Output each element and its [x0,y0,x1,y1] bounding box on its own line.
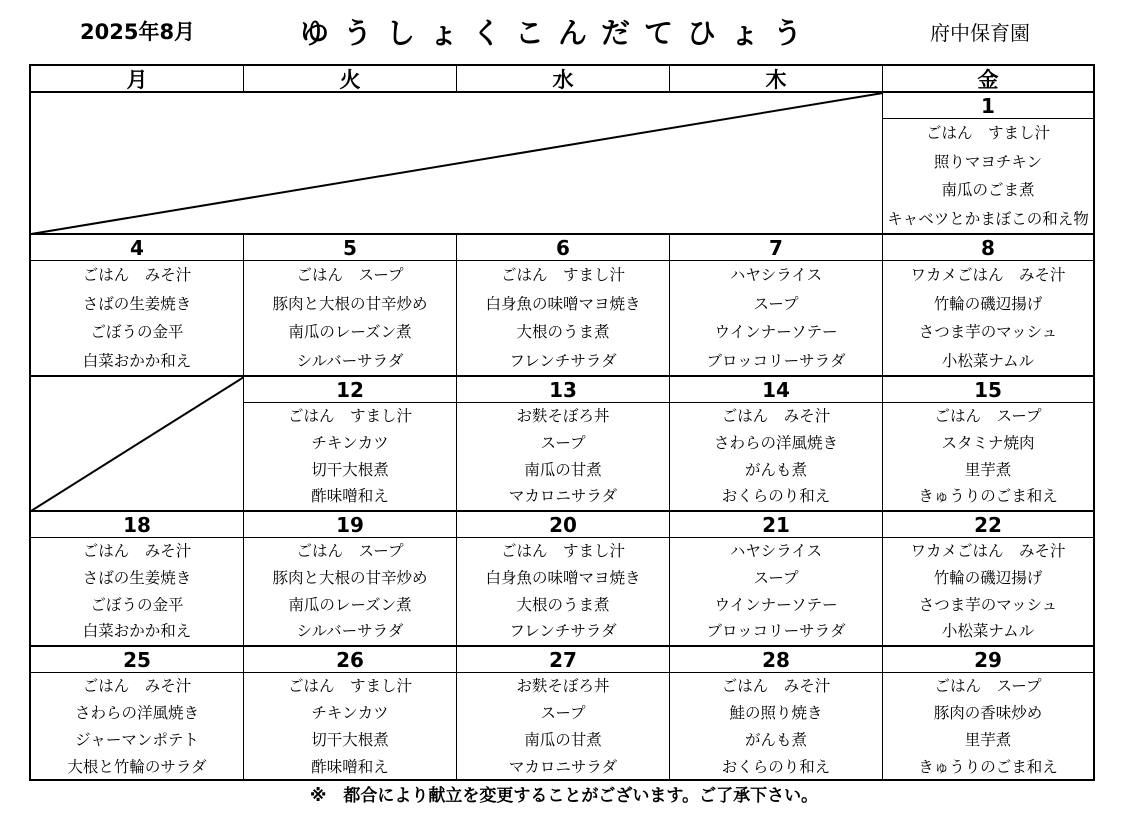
menu-item: キャベツとかまぼこの和え物 [887,209,1089,228]
menu-item: ウインナーソテー [714,595,838,614]
day-number: 18 [31,512,243,538]
menu-item: ごぼうの金平 [90,323,184,341]
menu-item: 豚肉と大根の甘辛炒め [272,294,428,313]
menu-list [244,403,456,510]
day-number: 4 [31,235,243,261]
menu-item: お麩そぼろ丼 [516,407,610,425]
menu-list [31,261,243,375]
day-cell [244,377,457,512]
day-number: 14 [670,377,882,403]
menu-item: 南瓜のごま煮 [941,181,1035,199]
menu-item: ハヤシライス [729,542,823,560]
page-title: ゆうしょくこんだてひょう [300,15,817,50]
day-cell [31,647,244,781]
menu-item: ブロッコリーサラダ [706,622,846,641]
menu-item: 白身魚の味噌マヨ焼き [485,294,641,313]
menu-item: 大根のうま煮 [516,323,610,341]
menu-item: ごはん みそ汁 [82,266,192,284]
day-number: 8 [883,235,1093,261]
footer-note: ※ 都合により献立を変更することがございます。ご了承下さい。 [309,786,819,806]
weekday-header: 木 [670,66,883,93]
menu-list [883,403,1093,510]
menu-item: マカロニサラダ [508,758,618,776]
month-label: 2025年8月 [80,20,196,44]
menu-item: 豚肉と大根の甘辛炒め [272,568,428,587]
menu-item: ごはん すまし汁 [287,677,412,695]
menu-item: 南瓜のレーズン煮 [288,323,412,341]
day-cell [31,235,244,377]
menu-item: ごぼうの金平 [90,595,184,614]
day-number: 1 [883,93,1093,119]
day-cell [457,377,670,512]
day-number: 29 [883,647,1093,673]
weekday-header: 月 [31,66,244,93]
day-number: 27 [457,647,669,673]
menu-item: 酢味噌和え [311,487,389,506]
menu-item: さばの生姜焼き [82,294,192,313]
day-cell [31,512,244,647]
menu-list [670,403,882,510]
menu-item: さわらの洋風焼き [713,433,838,452]
day-number: 22 [883,512,1093,538]
menu-item: スープ [540,704,586,722]
empty-days [31,93,883,235]
menu-item: チキンカツ [311,704,389,722]
menu-list [670,673,882,781]
menu-item: おくらのり和え [721,487,831,506]
menu-item: 竹輪の磯辺揚げ [933,294,1043,313]
menu-item: ごはん スープ [296,542,404,560]
menu-item: 白身魚の味噌マヨ焼き [485,568,641,587]
menu-item: 照りマヨチキン [933,152,1043,171]
menu-calendar [29,64,1095,781]
menu-list [31,673,243,781]
menu-item: さわらの洋風焼き [74,704,199,722]
menu-list [457,538,669,645]
menu-item: スタミナ焼肉 [941,433,1035,452]
day-number: 21 [670,512,882,538]
menu-item: がんも煮 [744,731,807,749]
menu-item: チキンカツ [311,433,389,452]
menu-item: 白菜おかか和え [82,622,192,641]
menu-item: ジャーマンポテト [75,731,199,749]
day-number: 26 [244,647,456,673]
menu-item: 竹輪の磯辺揚げ [933,568,1043,587]
menu-item: 南瓜の甘煮 [524,460,602,479]
menu-item: スープ [753,294,799,313]
day-cell [457,235,670,377]
menu-list [457,673,669,781]
empty-days [31,377,244,512]
menu-item: おくらのり和え [721,758,831,776]
menu-item: ごはん みそ汁 [721,407,831,425]
menu-item: お麩そぼろ丼 [516,677,610,695]
menu-list [31,538,243,645]
menu-item: ごはん すまし汁 [500,266,625,284]
day-cell [244,647,457,781]
diagonal-slash [31,377,244,512]
day-cell [244,512,457,647]
menu-item: 小松菜ナムル [941,622,1035,641]
day-cell [457,647,670,781]
menu-item: 里芋煮 [964,460,1012,479]
menu-item: ごはん すまし汁 [925,124,1050,142]
menu-item: ブロッコリーサラダ [706,351,846,370]
day-number: 6 [457,235,669,261]
day-number: 13 [457,377,669,403]
menu-item: きゅうりのごま和え [918,487,1058,506]
menu-list [883,673,1093,781]
menu-item: さばの生姜焼き [82,568,192,587]
day-cell [883,512,1093,647]
menu-item: 切干大根煮 [311,731,389,749]
diagonal-slash [31,93,883,235]
day-cell [670,512,883,647]
menu-list [457,403,669,510]
day-cell [457,512,670,647]
weekday-header: 火 [244,66,457,93]
menu-item: きゅうりのごま和え [918,758,1058,776]
menu-item: 大根と竹輪のサラダ [67,758,207,776]
menu-item: 酢味噌和え [311,758,389,776]
menu-list [244,673,456,781]
day-number: 5 [244,235,456,261]
menu-item: ごはん すまし汁 [500,542,625,560]
menu-list [883,119,1093,233]
menu-item: 南瓜のレーズン煮 [288,595,412,614]
menu-item: さつま芋のマッシュ [918,595,1058,614]
menu-item: ワカメごはん みそ汁 [910,266,1066,284]
day-cell [670,235,883,377]
menu-item: スープ [753,568,799,587]
menu-item: ハヤシライス [729,266,823,284]
menu-item: がんも煮 [744,460,807,479]
menu-item: ごはん みそ汁 [82,542,192,560]
menu-list [883,538,1093,645]
day-cell [883,377,1093,512]
day-cell [883,235,1093,377]
menu-list [457,261,669,375]
menu-item: マカロニサラダ [508,487,618,506]
day-number: 19 [244,512,456,538]
menu-item: ごはん みそ汁 [721,677,831,695]
day-number: 15 [883,377,1093,403]
weekday-header: 水 [457,66,670,93]
day-number: 20 [457,512,669,538]
menu-item: ごはん スープ [934,677,1042,695]
menu-item: シルバーサラダ [296,351,404,370]
menu-item: 切干大根煮 [311,460,389,479]
weekday-header: 金 [883,66,1093,93]
menu-item: 白菜おかか和え [82,351,192,370]
menu-item: ごはん スープ [296,266,404,284]
menu-list [244,538,456,645]
school-name: 府中保育園 [930,20,1030,45]
day-number: 28 [670,647,882,673]
menu-item: フレンチサラダ [509,351,617,370]
day-number: 25 [31,647,243,673]
day-number: 7 [670,235,882,261]
menu-item: 鮭の照り焼き [729,704,823,722]
day-cell [670,377,883,512]
day-number: 12 [244,377,456,403]
menu-item: ごはん みそ汁 [82,677,192,695]
day-cell [883,93,1093,235]
day-cell [883,647,1093,781]
menu-item: シルバーサラダ [296,622,404,641]
menu-item: 小松菜ナムル [941,351,1035,370]
menu-item: ウインナーソテー [714,323,838,341]
day-cell [670,647,883,781]
menu-item: 南瓜の甘煮 [524,731,602,749]
menu-list [244,261,456,375]
menu-list [670,261,882,375]
menu-item: ごはん すまし汁 [287,407,412,425]
menu-item: フレンチサラダ [509,622,617,641]
menu-item: 豚肉の香味炒め [933,704,1043,722]
menu-list [883,261,1093,375]
menu-item: スープ [540,433,586,452]
menu-item: さつま芋のマッシュ [918,323,1058,341]
menu-item: 里芋煮 [964,731,1012,749]
menu-item: ごはん スープ [934,407,1042,425]
menu-list [670,538,882,645]
menu-item: 大根のうま煮 [516,595,610,614]
day-cell [244,235,457,377]
menu-item: ワカメごはん みそ汁 [910,542,1066,560]
